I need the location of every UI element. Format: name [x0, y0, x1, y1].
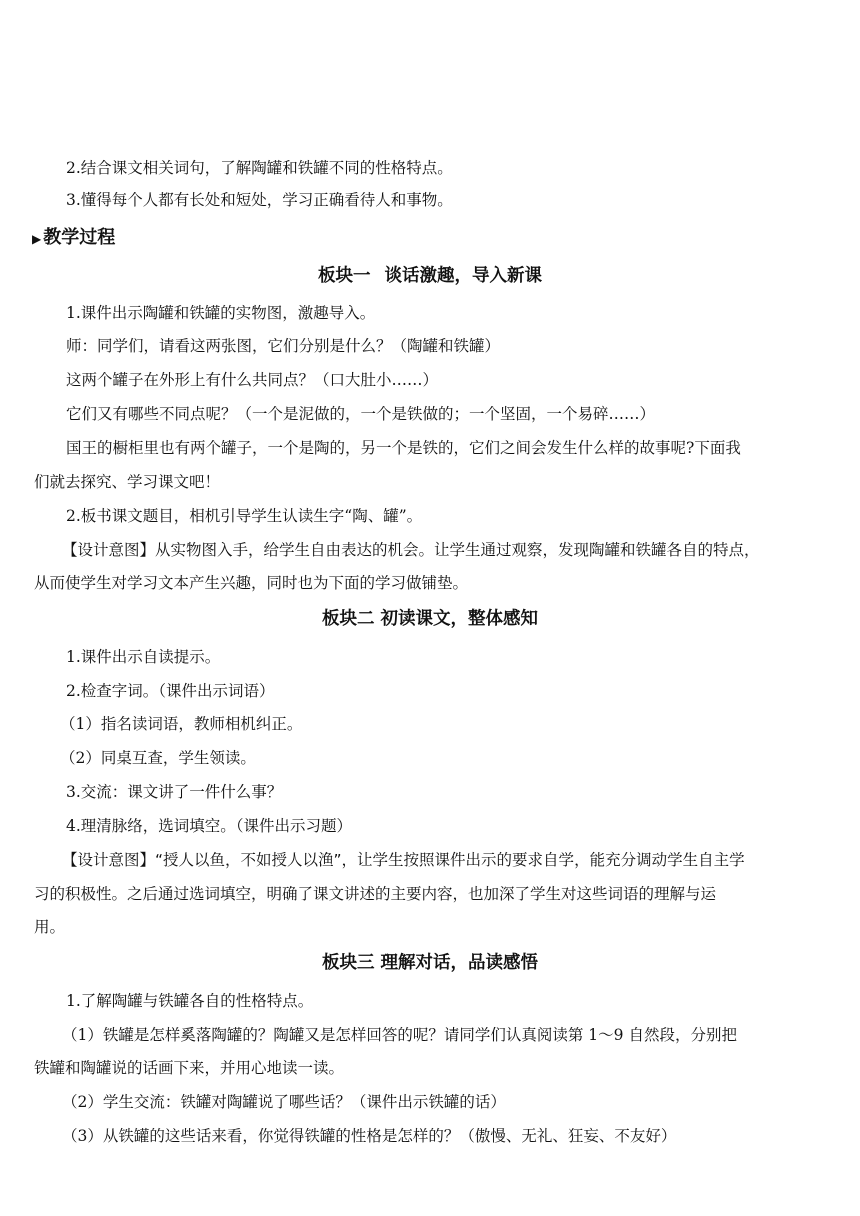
block1-line-2: 师：同学们，请看这两张图，它们分别是什么？（陶罐和铁罐） — [66, 337, 501, 355]
block1-line-4: 它们又有哪些不同点呢？（一个是泥做的，一个是铁做的；一个坚固，一个易碎……） — [66, 405, 656, 423]
block2-title: 板块二 初读课文，整体感知 — [322, 609, 538, 629]
block1-line-5: 国王的橱柜里也有两个罐子，一个是陶的，另一个是铁的，它们之间会发生什么样的故事呢?下面我 — [66, 439, 741, 457]
block1-design-note-2: 从而使学生对学习文本产生兴趣，同时也为下面的学习做铺垫。 — [34, 574, 469, 592]
block1-line-7: 2.板书课文题目，相机引导学生认读生字“陶、罐”。 — [66, 507, 423, 525]
block3-line-1: 1.了解陶罐与铁罐各自的性格特点。 — [66, 992, 314, 1010]
block1-line-1: 1.课件出示陶罐和铁罐的实物图，激趣导入。 — [66, 304, 376, 322]
block2-line-6: 4.理清脉络，选词填空。（课件出示习题） — [66, 817, 353, 835]
block2-line-2: 2.检查字词。（课件出示词语） — [66, 682, 275, 700]
block1-title: 板块一 谈话激趣，导入新课 — [318, 266, 542, 286]
block2-line-4: （2）同桌互查，学生领读。 — [60, 749, 256, 767]
section-heading: ▶ 教学过程 — [32, 227, 116, 248]
objective-3: 3.懂得每个人都有长处和短处，学习正确看待人和事物。 — [66, 191, 453, 209]
block2-line-3: （1）指名读词语，教师相机纠正。 — [60, 715, 303, 733]
triangle-bullet-icon: ▶ — [32, 232, 42, 246]
block3-line-2: （1）铁罐是怎样奚落陶罐的？陶罐又是怎样回答的呢？请同学们认真阅读第 1～9 自然段，分别把 — [62, 1026, 737, 1044]
block3-line-3: 铁罐和陶罐说的话画下来，并用心地读一读。 — [34, 1059, 345, 1077]
block3-line-5: （3）从铁罐的这些话来看，你觉得铁罐的性格是怎样的？（傲慢、无礼、狂妄、不友好） — [62, 1127, 677, 1145]
block3-line-4: （2）学生交流：铁罐对陶罐说了哪些话？（课件出示铁罐的话） — [62, 1093, 506, 1111]
block2-design-note-2: 习的积极性。之后通过选词填空，明确了课文讲述的主要内容，也加深了学生对这些词语的理解与运 — [34, 885, 717, 903]
block2-design-note-1: 【设计意图】“授人以鱼，不如授人以渔”，让学生按照课件出示的要求自学，能充分调动学生自主学 — [62, 851, 745, 869]
block2-line-5: 3.交流：课文讲了一件什么事？ — [66, 783, 283, 801]
block1-line-6: 们就去探究、学习课文吧！ — [34, 473, 221, 491]
objective-2: 2.结合课文相关词句，了解陶罐和铁罐不同的性格特点。 — [66, 159, 453, 177]
block1-line-3: 这两个罐子在外形上有什么共同点？（口大肚小……） — [66, 371, 439, 389]
block2-design-note-3: 用。 — [34, 918, 66, 936]
block1-design-note-1: 【设计意图】从实物图入手，给学生自由表达的机会。让学生通过观察，发现陶罐和铁罐各自的特点， — [62, 541, 760, 559]
block2-line-1: 1.课件出示自读提示。 — [66, 648, 221, 666]
block3-title: 板块三 理解对话，品读感悟 — [322, 953, 538, 973]
